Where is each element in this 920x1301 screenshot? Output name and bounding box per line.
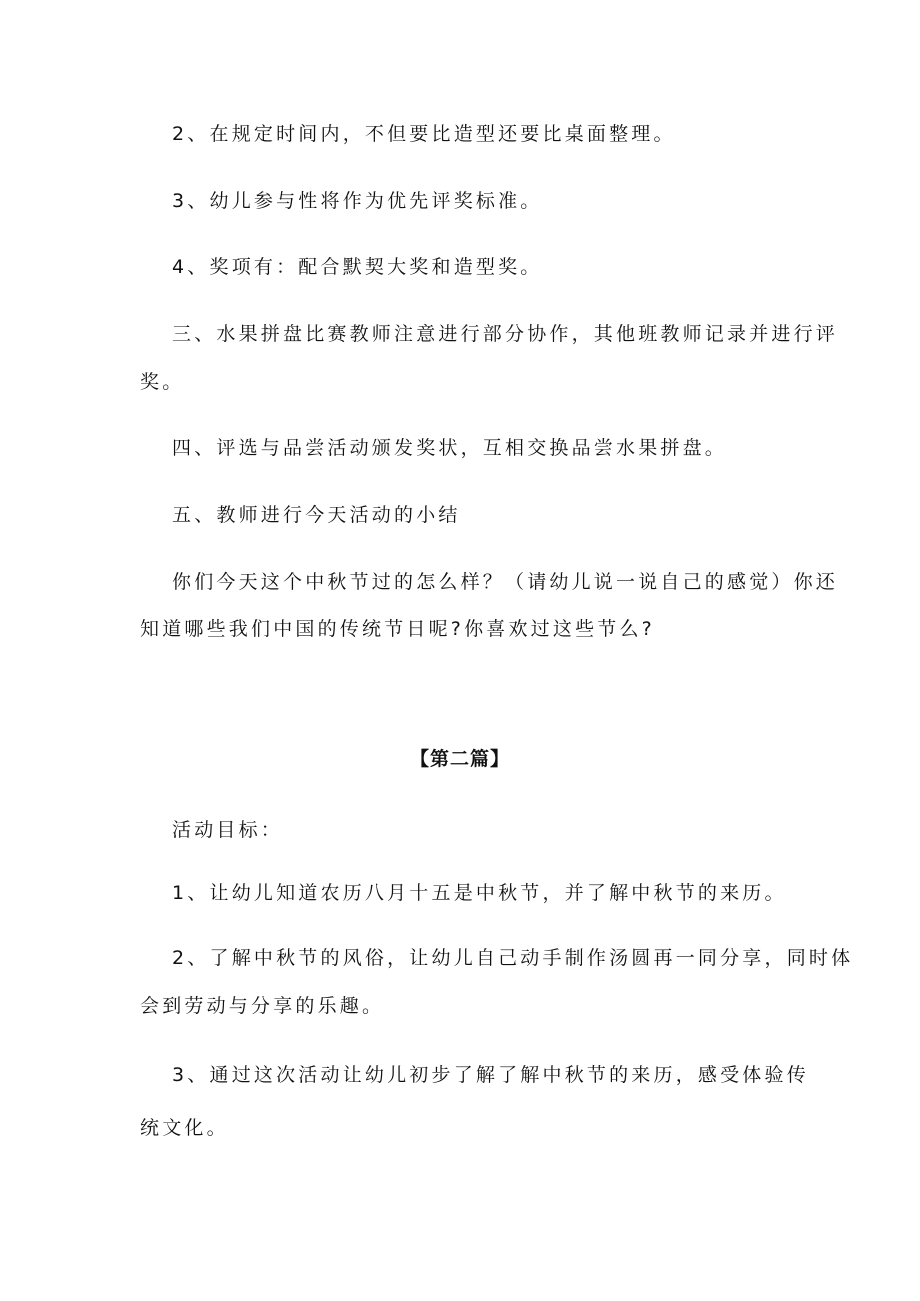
goal-item-3: 3、通过这次活动让幼儿初步了解了解中秋节的来历，感受体验传 (172, 1064, 809, 1086)
goal-item-2-continued: 会到劳动与分享的乐趣。 (140, 995, 385, 1017)
summary-question-paragraph: 你们今天这个中秋节过的怎么样？（请幼儿说一说自己的感觉）你还 (172, 571, 839, 593)
step-three-paragraph-continued: 奖。 (140, 371, 185, 393)
rule-item-3: 3、幼儿参与性将作为优先评奖标准。 (172, 190, 543, 212)
goal-item-1: 1、让幼儿知道农历八月十五是中秋节，并了解中秋节的来历。 (172, 882, 787, 904)
goal-item-2: 2、了解中秋节的风俗，让幼儿自己动手制作汤圆再一同分享，同时体 (172, 947, 854, 969)
goal-item-3-continued: 统文化。 (140, 1117, 229, 1139)
step-three-paragraph: 三、水果拼盘比赛教师注意进行部分协作，其他班教师记录并进行评 (172, 323, 839, 345)
step-four-paragraph: 四、评选与品尝活动颁发奖状，互相交换品尝水果拼盘。 (172, 437, 728, 459)
rule-item-4: 4、奖项有：配合默契大奖和造型奖。 (172, 256, 543, 278)
step-five-paragraph: 五、教师进行今天活动的小结 (172, 504, 461, 526)
rule-item-2: 2、在规定时间内，不但要比造型还要比桌面整理。 (172, 123, 676, 145)
summary-question-paragraph-continued: 知道哪些我们中国的传统节日呢?你喜欢过这些节么? (140, 618, 655, 640)
activity-goals-label: 活动目标： (172, 819, 284, 841)
section-heading: 【第二篇】 (409, 748, 510, 770)
